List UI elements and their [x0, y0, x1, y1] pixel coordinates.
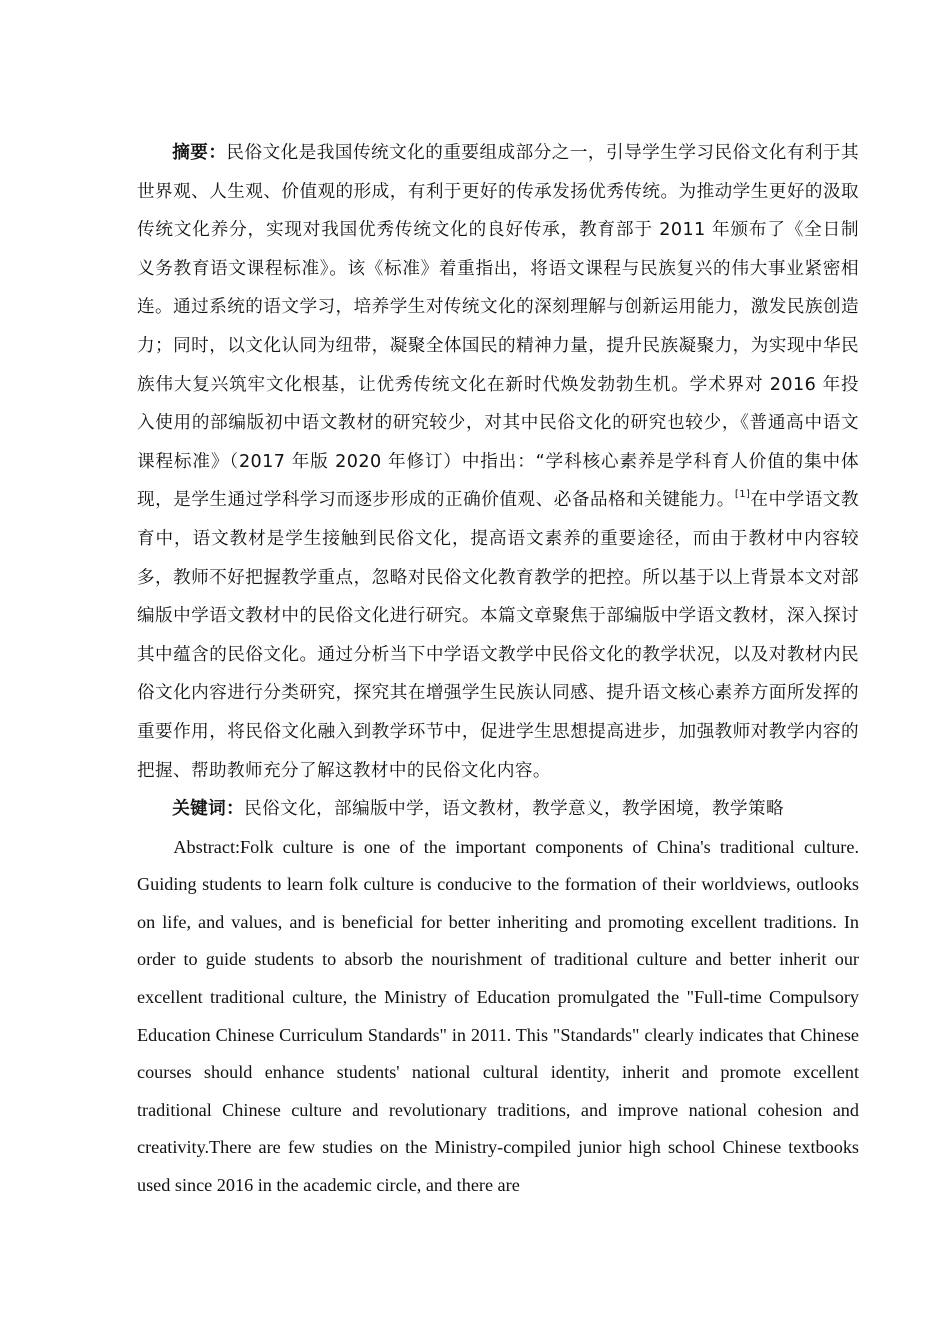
citation-marker: [1]	[734, 489, 751, 501]
abstract-zh-paragraph	[137, 134, 859, 790]
page-content	[137, 134, 859, 1205]
keywords-zh-text: 民俗文化，部编版中学，语文教材，教学意义，教学困境，教学策略	[244, 799, 784, 820]
abstract-en-text: Abstract:Folk culture is one of the important components of China's traditional culture. Guiding students to learn folk culture is conducive to the formation of their worldviews, outlooks on life, and values, and is beneficial for better inheriting and promoting excellent traditions. In order to guide students to absorb the nourishment of traditional culture and better inherit our excellent traditional culture, the Ministry of Education promulgated the "Full-time Compulsory Education Chinese Curriculum Standards" in 2011. This "Standards" clearly indicates that Chinese courses should enhance students' national cultural identity, inherit and promote excellent traditional Chinese culture and revolutionary traditions, and improve national cohesion and creativity.There are few studies on the Ministry-compiled junior high school Chinese textbooks used since 2016 in the academic circle, and there are	[137, 836, 859, 1196]
keywords-zh-paragraph	[137, 790, 859, 829]
abstract-zh-text: 民俗文化是我国传统文化的重要组成部分之一，引导学生学习民俗文化有利于其世界观、人生观、价值观的形成，有利于更好的传承发扬优秀传统。为推动学生更好的汲取传统文化养分，实现对我国优秀传统文化的良好传承，教育部于 2011 年颁布了《全日制义务教育语文课程标准》。该《标准》着重指出，将语文课程与民族复兴的伟大事业紧密相连。通过系统的语文学习，培养学生对传统文化的深刻理解与创新运用能力，激发民族创造力；同时，以文化认同为纽带，凝聚全体国民的精神力量，提升民族凝聚力，为实现中华民族伟大复兴筑牢文化根基，让优秀传统文化在新时代焕发勃勃生机。学术界对 2016 年投入使用的部编版初中语文教材的研究较少，对其中民俗文化的研究也较少，《普通高中语文课程标准》（2017 年版 2020 年修订）中指出：“学科核心素养是学科育人价值的集中体现，是学生通过学科学习而逐步形成的正确价值观、必备品格和关键能力。	[137, 143, 859, 511]
abstract-en-paragraph	[137, 829, 859, 1205]
abstract-zh-label: 摘要：	[172, 143, 227, 163]
keywords-zh-label: 关键词：	[172, 799, 245, 820]
abstract-zh-text-continued: 在中学语文教育中，语文教材是学生接触到民俗文化，提高语文素养的重要途径，而由于教材中内容较多，教师不好把握教学重点，忽略对民俗文化教育教学的把控。所以基于以上背景本文对部编版中学语文教材中的民俗文化进行研究。本篇文章聚焦于部编版中学语文教材，深入探讨其中蕴含的民俗文化。通过分析当下中学语文教学中民俗文化的教学状况，以及对教材内民俗文化内容进行分类研究，探究其在增强学生民族认同感、提升语文核心素养方面所发挥的重要作用，将民俗文化融入到教学环节中，促进学生思想提高进步，加强教师对教学内容的把握、帮助教师充分了解这教材中的民俗文化内容。	[137, 490, 859, 781]
